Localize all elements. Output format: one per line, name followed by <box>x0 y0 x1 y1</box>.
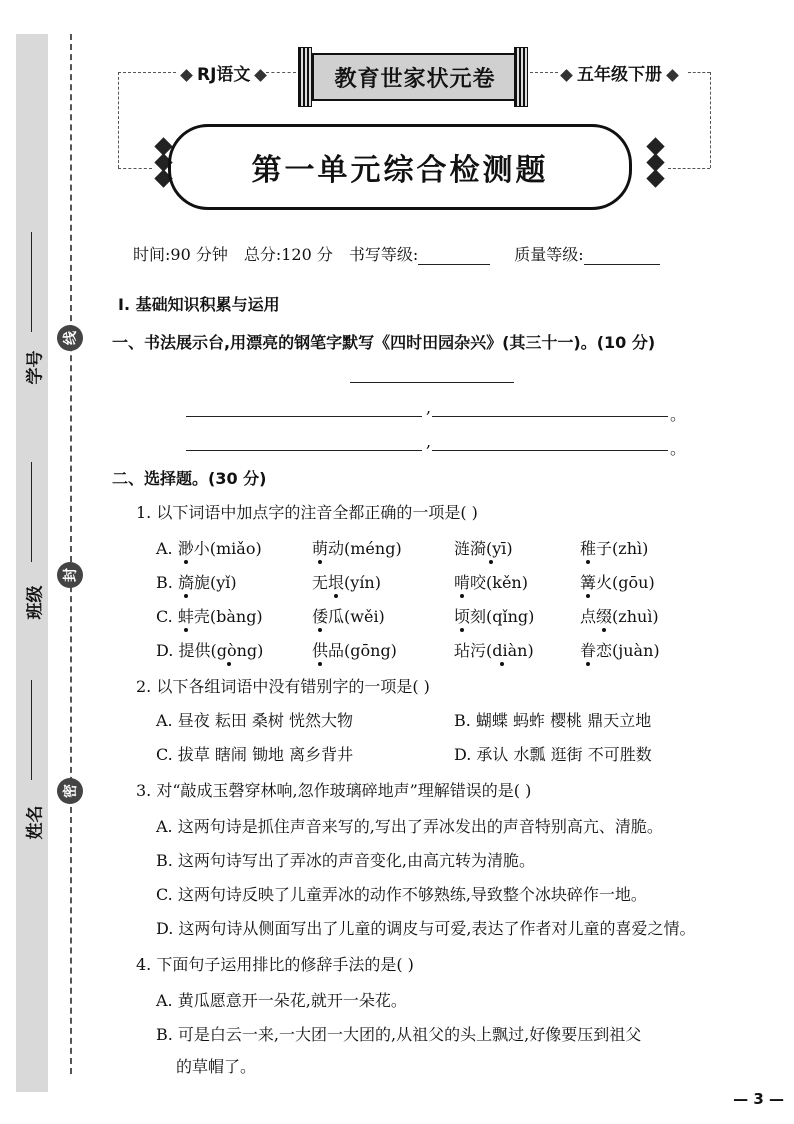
series-scroll-banner <box>298 47 528 105</box>
header-vdash-right <box>710 72 711 168</box>
sq1-option-d[interactable]: D. 提供(gòng) <box>156 641 264 660</box>
subquestion-4-stem: 4. 下面句子运用排比的修辞手法的是( ) <box>136 955 414 974</box>
student-number-blank[interactable] <box>31 232 32 332</box>
subject-tag: RJ语文 <box>176 60 271 85</box>
sq3-option-a[interactable]: A. 这两句诗是抓住声音来写的,写出了弄冰发出的声音特别高亢、清脆。 <box>156 817 663 836</box>
subquestion-3-stem: 3. 对“敲成玉磬穿林响,忽作玻璃碎地声”理解错误的是( ) <box>136 781 532 800</box>
grade-tag: 五年级下册 <box>556 60 683 85</box>
class-label: 班级 <box>25 585 46 620</box>
sq1-option-b[interactable]: B. 旖旎(yǐ) <box>156 573 237 592</box>
seal-mark-seal: 封 <box>57 562 83 588</box>
sq1-option-d-word4: 眷恋(juàn) <box>580 641 660 660</box>
subquestion-1-stem: 1. 以下词语中加点字的注音全都正确的一项是( ) <box>136 503 478 522</box>
page-number: — 3 — <box>733 1090 784 1108</box>
period-1: 。 <box>670 405 687 424</box>
sq1-option-d-word3: 玷污(diàn) <box>454 641 534 660</box>
poem-line-2b-blank[interactable] <box>432 450 668 451</box>
sq1-option-b-word2: 无垠(yín) <box>312 573 381 592</box>
header-dash-right <box>688 72 710 73</box>
time-info: 时间:90 分钟 <box>133 245 228 264</box>
sq1-option-a-word4: 稚子(zhì) <box>580 539 649 558</box>
quality-grade: 质量等级: <box>514 242 659 265</box>
part-one-heading: Ⅰ. 基础知识积累与运用 <box>118 295 280 314</box>
sq1-option-a-word3: 涟漪(yī) <box>454 539 513 558</box>
sq2-option-a[interactable]: A. 昼夜 耘田 桑树 恍然大物 <box>156 711 353 730</box>
seal-mark-line: 线 <box>57 325 83 351</box>
binding-dashed-line <box>70 34 72 1074</box>
comma-2: , <box>426 432 432 451</box>
class-blank[interactable] <box>31 462 32 562</box>
seal-mark-secret: 密 <box>57 778 83 804</box>
poem-line-1a-blank[interactable] <box>186 416 422 417</box>
sq1-option-c-word2: 倭瓜(wěi) <box>312 607 385 626</box>
diamond-stack-right <box>642 140 668 188</box>
name-label: 姓名 <box>25 805 46 840</box>
sq1-option-d-word2: 供品(gōng) <box>312 641 397 660</box>
question-1: 一、书法展示台,用漂亮的钢笔字默写《四时田园杂兴》(其三十一)。(10 分) <box>112 333 656 352</box>
sq1-option-a-word2: 萌动(méng) <box>312 539 402 558</box>
writing-grade-blank[interactable] <box>418 246 490 265</box>
quality-grade-blank[interactable] <box>584 246 660 265</box>
sq3-option-d[interactable]: D. 这两句诗从侧面写出了儿童的调皮与可爱,表达了作者对儿童的喜爱之情。 <box>156 919 696 938</box>
series-name: 教育世家状元卷 <box>312 53 518 101</box>
header-dash-left-bottom <box>118 168 152 169</box>
student-number-label: 学号 <box>25 350 46 385</box>
score-info: 总分:120 分 <box>243 245 333 264</box>
header-vdash-left <box>118 72 119 168</box>
sq4-option-b-continued: 的草帽了。 <box>176 1057 257 1076</box>
writing-grade: 书写等级: <box>349 242 490 265</box>
poem-line-2a-blank[interactable] <box>186 450 422 451</box>
poem-title-blank[interactable] <box>350 382 514 383</box>
period-2: 。 <box>670 439 687 458</box>
question-2: 二、选择题。(30 分) <box>112 469 267 488</box>
sq1-option-b-word4: 篝火(gōu) <box>580 573 655 592</box>
sq2-option-b[interactable]: B. 蝴蝶 蚂蚱 樱桃 鼎天立地 <box>454 711 652 730</box>
sq3-option-c[interactable]: C. 这两句诗反映了儿童弄冰的动作不够熟练,导致整个冰块碎作一地。 <box>156 885 647 904</box>
sq1-option-a[interactable]: A. 渺小(miǎo) <box>156 539 262 558</box>
binding-strip <box>16 34 48 1092</box>
sq4-option-a[interactable]: A. 黄瓜愿意开一朵花,就开一朵花。 <box>156 991 407 1010</box>
header-dash-left <box>118 72 176 73</box>
header-dash-right-bottom <box>668 168 710 169</box>
title-frame <box>168 124 632 210</box>
page-title: 第一单元综合检测题 <box>251 153 549 188</box>
exam-meta <box>133 242 660 265</box>
sq2-option-d[interactable]: D. 承认 水瓢 逛街 不可胜数 <box>454 745 652 764</box>
poem-line-1b-blank[interactable] <box>432 416 668 417</box>
sq1-option-c-word4: 点缀(zhuì) <box>580 607 659 626</box>
sq3-option-b[interactable]: B. 这两句诗写出了弄冰的声音变化,由高亢转为清脆。 <box>156 851 536 870</box>
sq1-option-c-word3: 顷刻(qǐng) <box>454 607 535 626</box>
name-blank[interactable] <box>31 680 32 780</box>
comma-1: , <box>426 398 432 417</box>
sq1-option-b-word3: 啃咬(kěn) <box>454 573 528 592</box>
header-dash-right-inner <box>530 72 558 73</box>
sq4-option-b[interactable]: B. 可是白云一来,一大团一大团的,从祖父的头上飘过,好像要压到祖父 <box>156 1025 642 1044</box>
subquestion-2-stem: 2. 以下各组词语中没有错别字的一项是( ) <box>136 677 430 696</box>
sq1-option-c[interactable]: C. 蚌壳(bàng) <box>156 607 263 626</box>
sq2-option-c[interactable]: C. 拔草 瞎闹 锄地 离乡背井 <box>156 745 354 764</box>
